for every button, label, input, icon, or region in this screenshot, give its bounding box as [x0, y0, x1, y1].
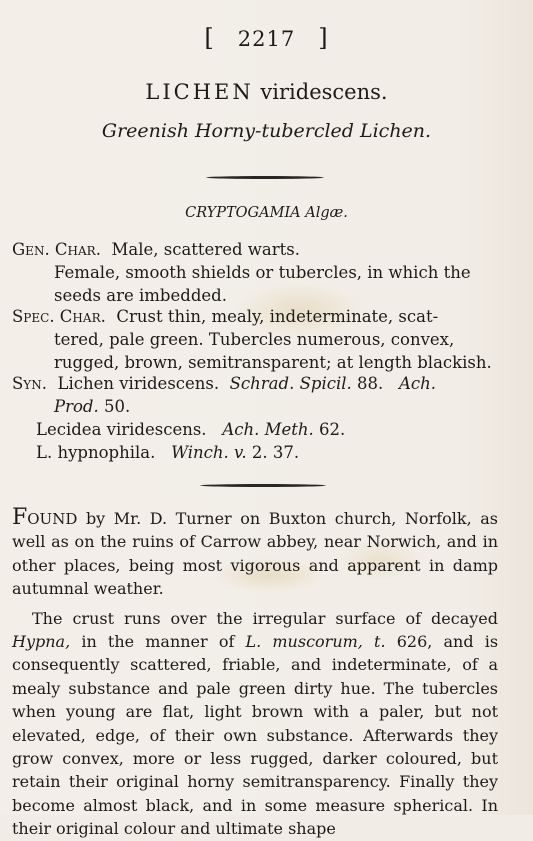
description-text	[12, 506, 498, 841]
paragraph-2-lmuscorum: L. muscorum, t.	[245, 632, 386, 652]
spec-char-line2: tered, pale green. Tubercles numerous, convex,	[54, 330, 455, 349]
spec-char-label: Spec. Char.	[12, 307, 106, 326]
plate-number-value: 2217	[237, 27, 296, 51]
page-title	[0, 80, 533, 104]
syn-entry1-ref2-cont: Prod.	[54, 397, 99, 416]
divider-middle	[200, 484, 326, 487]
spec-char-line3: rugged, brown, semitransparent; at length blackish.	[54, 353, 492, 372]
class-name: CRYPTOGAMIA	[185, 205, 301, 221]
syn-entry2-ref: Ach. Meth.	[222, 420, 314, 439]
paragraph-2-hypna: Hypna,	[12, 632, 71, 652]
syn-label: Syn.	[12, 374, 47, 393]
divider-top	[206, 176, 324, 179]
paragraph-1	[12, 506, 498, 601]
synonyms-block	[12, 372, 502, 464]
gen-char-line1: Male, scattered warts.	[111, 240, 300, 259]
first-word: Found	[12, 505, 78, 530]
paragraph-1-text: by Mr. D. Turner on Buxton church, Norfolk, as well as on the ruins of Carrow abbey, near Norwich, and in other places, being most vigorous and apparent in damp autumnal weather.	[12, 509, 498, 599]
syn-entry2-num: 62.	[319, 420, 346, 439]
syn-entry3-ref: Winch. v.	[171, 443, 247, 462]
syn-entry1-num2: 50.	[103, 397, 131, 416]
spec-char-line1: Crust thin, mealy, indeterminate, scat-	[116, 307, 439, 326]
syn-entry1-num: 88.	[357, 374, 384, 393]
paragraph-2-text-c: 626, and is consequently scattered, friable, and indeterminate, of a mealy substance and pale green dirty hue. The tubercles when young are flat, light brown with a paler, but not elevated, edge, of their own substance. Afterwards they grow convex, more or less rugged, darker coloured, but retain their original horny semitransparency. Finally they become almost black, and in some measure spherical. In their original colour and ultimate shape	[12, 632, 499, 839]
genus-name: LICHEN	[145, 80, 254, 104]
syn-entry1-ref2: Ach.	[399, 374, 437, 393]
bracket-open: [	[204, 24, 215, 52]
bracket-close: ]	[318, 24, 329, 52]
gen-char-line3: seeds are imbedded.	[54, 286, 227, 305]
paragraph-2	[12, 607, 498, 841]
syn-entry1-ref: Schrad. Spicil.	[229, 374, 352, 393]
syn-entry1-name: Lichen viridescens.	[57, 374, 220, 393]
paragraph-2-text-a: The crust runs over the irregular surface of decayed	[32, 608, 498, 628]
syn-entry3-num: 2. 37.	[251, 443, 300, 462]
gen-char-label: Gen. Char.	[12, 240, 101, 259]
syn-entry2-name: Lecidea viridescens.	[36, 420, 207, 439]
gen-char-block	[12, 238, 502, 307]
spec-char-block	[12, 305, 502, 374]
classification	[0, 205, 533, 221]
paragraph-2-text-b: in the manner of	[81, 632, 235, 652]
order-name: Algæ.	[305, 205, 348, 221]
syn-entry3-name: L. hypnophila.	[36, 443, 156, 462]
common-name: Greenish Horny-tubercled Lichen.	[101, 120, 432, 142]
species-name: viridescens.	[260, 80, 388, 104]
gen-char-line2: Female, smooth shields or tubercles, in which the	[54, 263, 471, 282]
plate-number	[0, 24, 533, 52]
